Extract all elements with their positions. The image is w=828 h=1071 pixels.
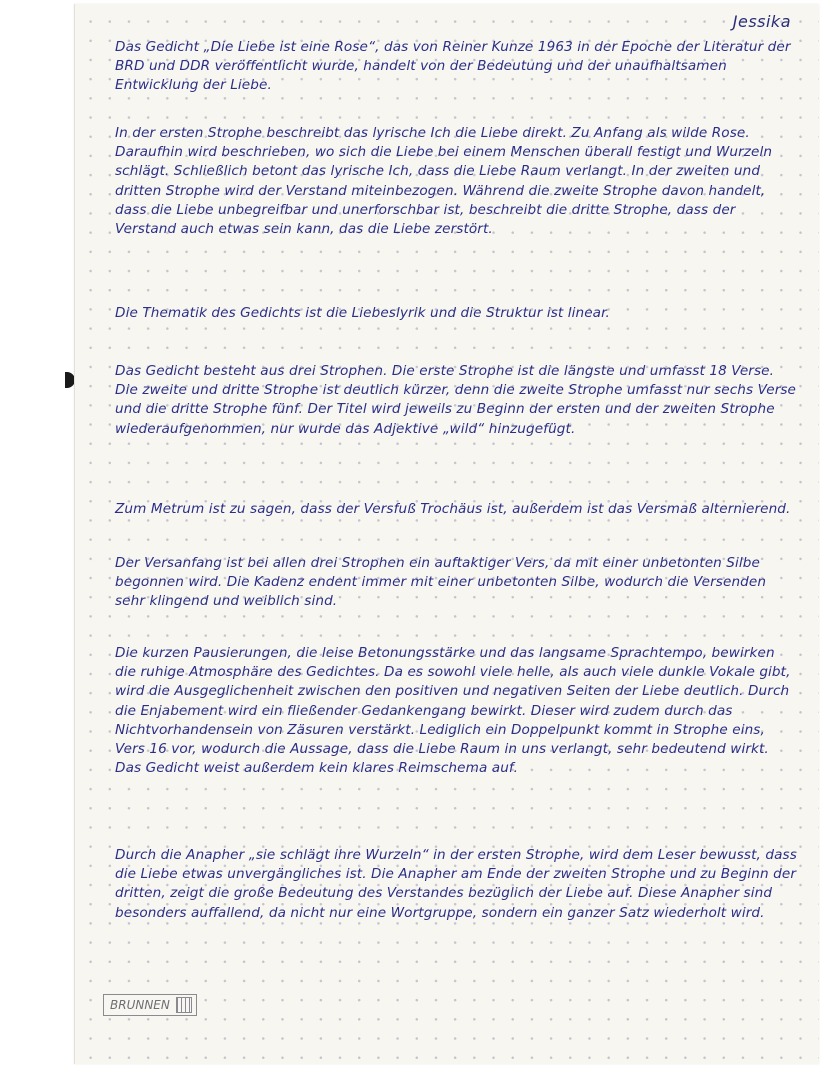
paragraph-anaphora: Durch die Anapher „sie schlägt ihre Wurzeln“ in der ersten Strophe, wird dem Leser bewusst, dass die Liebe etwas unvergängliches ist. Die Anapher am Ende der zweiten Strophe und zu Beginn der dritten, zeigt die große Bedeutung des Verstandes bezüglich der Liebe auf. Diese Anapher sind besonders auffallend, da nicht nur eine Wortgruppe, sondern ein ganzer Satz wiederholt wird. bbox=[115, 847, 797, 921]
brand-label: BRUNNEN bbox=[110, 998, 170, 1012]
paragraph-meter: Zum Metrum ist zu sagen, dass der Versfuß Trochäus ist, außerdem ist das Versmaß alternierend. bbox=[115, 501, 791, 517]
paragraph-theme: Die Thematik des Gedichts ist die Liebeslyrik und die Struktur ist linear. bbox=[115, 305, 610, 321]
paragraph-verse-start: Der Versanfang ist bei allen drei Strophen ein auftaktiger Vers, da mit einer unbetonten Silbe begonnen wird. Die Kadenz endent immer mit einer unbetonten Silbe, wodurch die Versenden sehr klingend und weiblich sind. bbox=[115, 555, 767, 610]
author-name: Jessika bbox=[732, 12, 791, 31]
paragraph-intro: Das Gedicht „Die Liebe ist eine Rose“, das von Reiner Kunze 1963 in der Epoche der Literatur der BRD und DDR veröffentlicht wurde, handelt von der Bedeutung und der unaufhaltsamen Entwicklung der Liebe. bbox=[115, 39, 791, 94]
brunnen-logo-icon bbox=[176, 997, 192, 1013]
notebook-page bbox=[74, 4, 819, 1064]
paragraph-structure: Das Gedicht besteht aus drei Strophen. Die erste Strophe ist die längste und umfasst 18 Verse. Die zweite und dritte Strophe ist deutlich kürzer, denn die zweite Strophe umfasst nur sechs Verse und die dritte Strophe fünf. Der Titel wird jeweils zu Beginn der ersten und der zweiten Strophe wiederaufgenommen, nur wurde das Adjektive „wild“ hinzugefügt. bbox=[115, 363, 797, 437]
brunnen-logo bbox=[103, 994, 197, 1016]
paragraph-language: Die kurzen Pausierungen, die leise Betonungsstärke und das langsame Sprachtempo, bewirken die ruhige Atmosphäre des Gedichtes. Da es sowohl viele helle, als auch viele dunkle Vokale gibt, wird die Ausgeglichenheit zwischen den positiven und negativen Seiten der Liebe deutlich. Durch die Enjabement wird ein fließender Gedankengang bewirkt. Dieser wird zudem durch das Nichtvorhandensein von Zäsuren verstärkt. Lediglich ein Doppelpunkt kommt in Strophe eins, Vers 16 vor, wodurch die Aussage, dass die Liebe Raum in uns verlangt, sehr bedeutend wirkt. Das Gedicht weist außerdem kein klares Reimschema auf. bbox=[115, 645, 791, 777]
paragraph-content-summary: In der ersten Strophe beschreibt das lyrische Ich die Liebe direkt. Zu Anfang als wilde Rose. Daraufhin wird beschrieben, wo sich die Liebe bei einem Menschen überall festigt und Wurzeln schlägt. Schließlich betont das lyrische Ich, dass die Liebe Raum verlangt. In der zweiten und dritten Strophe wird der Verstand miteinbezogen. Während die zweite Strophe davon handelt, dass die Liebe unbegreifbar und unerforschbar ist, beschreibt die dritte Strophe, dass der Verstand auch etwas sein kann, das die Liebe zerstört. bbox=[115, 125, 773, 238]
